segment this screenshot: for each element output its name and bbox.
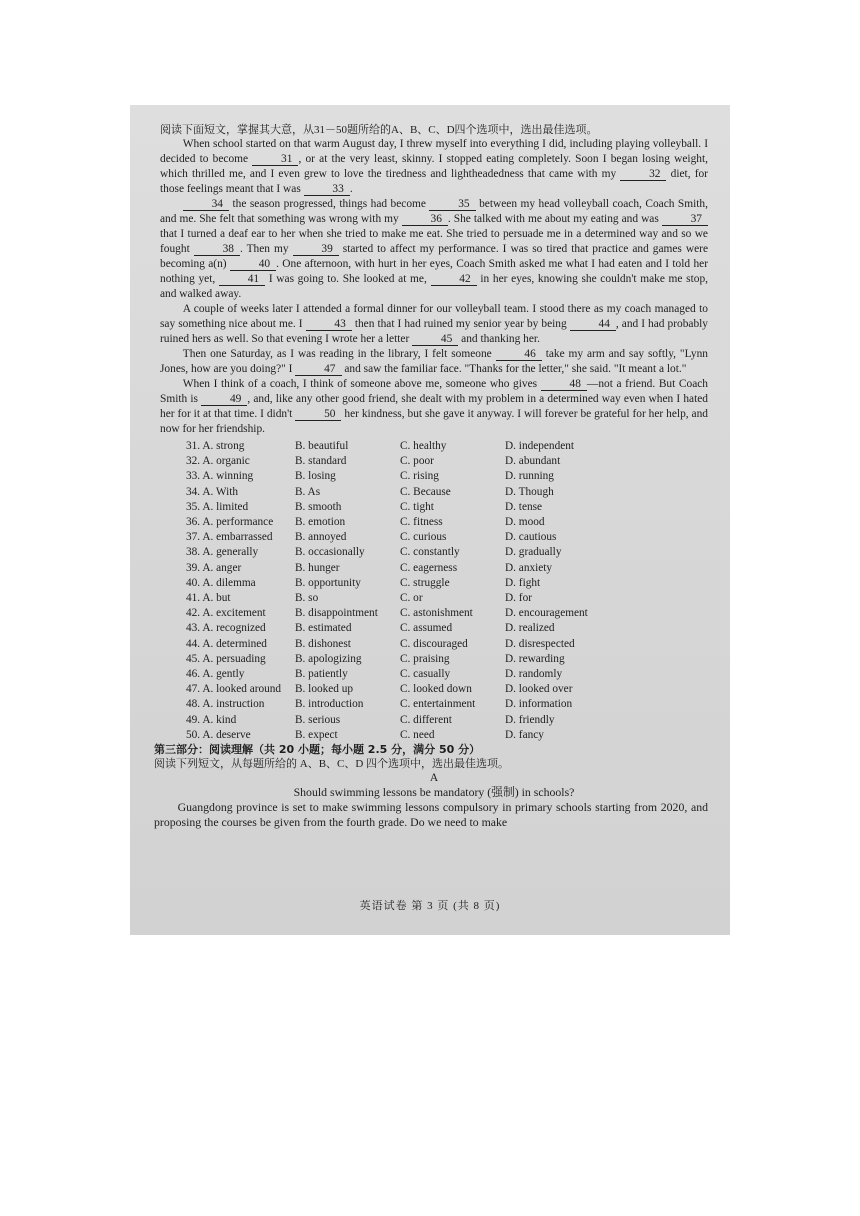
option-a: 31. A. strong xyxy=(186,440,245,452)
option-a: 36. A. performance xyxy=(186,516,274,529)
option-d: D. anxiety xyxy=(505,561,553,574)
option-row xyxy=(160,500,708,515)
option-d: D. fight xyxy=(505,576,541,589)
option-c: C. praising xyxy=(400,652,450,665)
option-c: C. fitness xyxy=(400,516,443,529)
blank-50: 50 xyxy=(295,408,341,421)
option-b: B. occasionally xyxy=(295,546,365,559)
scanned-exam-page xyxy=(130,105,730,935)
blank-40: 40 xyxy=(230,258,276,271)
option-c: C. looked down xyxy=(400,683,472,696)
option-b: B. looked up xyxy=(295,683,354,696)
option-row xyxy=(160,682,708,697)
blank-36: 36 xyxy=(402,213,448,226)
option-b: B. patiently xyxy=(295,668,348,681)
option-d: D. randomly xyxy=(505,668,563,681)
option-b: B. introduction xyxy=(295,698,364,711)
cloze-instruction: 阅读下面短文，掌握其大意，从31－50题所给的A、B、C、D四个选项中，选出最佳选项。 xyxy=(160,124,598,136)
option-a: 42. A. excitement xyxy=(186,607,266,620)
option-c: C. different xyxy=(400,713,452,726)
cloze-paragraph-4: Then one Saturday, as I was reading in the library, I felt someone 46 take my arm and say softly, "Lynn Jones, how are you doing?" I 47 and saw the familiar face. "Thanks for the letter," she said. "It meant a lot." xyxy=(160,348,708,375)
option-a: 38. A. generally xyxy=(186,546,259,559)
option-b: B. disappointment xyxy=(295,607,378,620)
option-b: B. emotion xyxy=(295,516,346,529)
option-row xyxy=(160,713,708,728)
cloze-paragraph-1: When school started on that warm August day, I threw myself into everything I did, including playing volleyball. I decided to become 31 , or at the very least, skinny. I stopped eating completely. Soon I began losing weight, which thrilled me, and I even grew to love the tiredness and lightheadedness that came with my 32 diet, for those feelings meant that I was 33 . xyxy=(160,138,708,195)
option-row xyxy=(160,652,708,667)
option-row xyxy=(160,485,708,500)
option-row xyxy=(160,530,708,545)
option-a: 33. A. winning xyxy=(186,470,254,483)
option-a: 37. A. embarrassed xyxy=(186,531,273,544)
option-c: C. casually xyxy=(400,668,451,681)
option-b: B. standard xyxy=(295,455,347,468)
option-a: 41. A. but xyxy=(186,592,231,605)
option-row xyxy=(160,469,708,484)
option-c: C. eagerness xyxy=(400,561,458,574)
option-a: 49. A. kind xyxy=(186,713,237,726)
option-b: B. smooth xyxy=(295,500,342,513)
option-c: C. entertainment xyxy=(400,698,476,711)
option-d: D. disrespected xyxy=(505,637,575,650)
option-d: D. cautious xyxy=(505,531,557,544)
passage-title: Should swimming lessons be mandatory (强制) in schools? xyxy=(293,785,575,800)
option-b: B. beautiful xyxy=(295,440,349,452)
option-c: C. constantly xyxy=(400,546,460,559)
option-c: C. or xyxy=(400,592,423,605)
part3-heading: 第三部分：阅读理解（共 20 小题；每小题 2.5 分，满分 50 分） xyxy=(154,743,481,757)
option-b: B. expect xyxy=(295,728,338,741)
option-row xyxy=(160,439,708,454)
option-row xyxy=(160,606,708,621)
blank-44: 44 xyxy=(570,318,616,331)
blank-38: 38 xyxy=(194,243,240,256)
option-d: D. mood xyxy=(505,516,545,529)
option-a: 32. A. organic xyxy=(186,455,250,468)
option-a: 34. A. With xyxy=(186,485,239,498)
option-c: C. healthy xyxy=(400,440,447,452)
blank-35: 35 xyxy=(429,198,475,211)
option-row xyxy=(160,697,708,712)
option-a: 48. A. instruction xyxy=(186,698,265,711)
option-c: C. rising xyxy=(400,470,439,483)
option-d: D. encouragement xyxy=(505,607,588,620)
option-a: 40. A. dilemma xyxy=(186,576,256,589)
option-row xyxy=(160,591,708,606)
option-c: C. poor xyxy=(400,455,434,468)
option-a: 43. A. recognized xyxy=(186,622,266,635)
blank-45: 45 xyxy=(412,333,458,346)
option-b: B. dishonest xyxy=(295,637,351,650)
option-row xyxy=(160,454,708,469)
option-row xyxy=(160,515,708,530)
option-b: B. losing xyxy=(295,470,336,483)
blank-43: 43 xyxy=(306,318,352,331)
option-c: C. Because xyxy=(400,485,451,498)
option-a: 46. A. gently xyxy=(186,668,245,681)
option-d: D. realized xyxy=(505,622,555,635)
option-b: B. opportunity xyxy=(295,576,361,589)
option-b: B. hunger xyxy=(295,561,340,574)
option-d: D. fancy xyxy=(505,728,544,741)
option-d: D. tense xyxy=(505,500,543,513)
option-b: B. serious xyxy=(295,713,341,726)
option-d: D. information xyxy=(505,698,573,711)
blank-42: 42 xyxy=(431,273,477,286)
option-b: B. As xyxy=(295,485,321,498)
option-d: D. looked over xyxy=(505,683,573,696)
option-a: 44. A. determined xyxy=(186,637,267,650)
cloze-paragraph-5: When I think of a coach, I think of someone above me, someone who gives 48 —not a friend. But Coach Smith is 49 , and, like any other good friend, she dealt with my problem in a determined way even when I hated her for it at that time. I didn't 50 her kindness, but she gave it anyway. I will forever be grateful for her help, and now for her friendship. xyxy=(160,378,708,435)
blank-48: 48 xyxy=(541,378,587,391)
option-b: B. estimated xyxy=(295,622,352,635)
option-b: B. so xyxy=(295,592,319,605)
blank-49: 49 xyxy=(201,393,247,406)
blank-31: 31 xyxy=(252,153,298,166)
option-row xyxy=(160,667,708,682)
option-row xyxy=(160,576,708,591)
option-c: C. assumed xyxy=(400,622,453,635)
option-a: 45. A. persuading xyxy=(186,652,266,665)
blank-32: 32 xyxy=(620,168,666,181)
blank-39: 39 xyxy=(293,243,339,256)
option-c: C. astonishment xyxy=(400,607,473,620)
option-c: C. tight xyxy=(400,500,434,513)
blank-46: 46 xyxy=(496,348,542,361)
cloze-paragraph-3: A couple of weeks later I attended a formal dinner for our volleyball team. I stood there as my coach managed to say something nice about me. I 43 then that I had ruined my senior year by being 44 , and I had probably ruined hers as well. So that evening I wrote her a letter 45 and thanking her. xyxy=(160,303,708,345)
option-b: B. annoyed xyxy=(295,531,347,544)
option-a: 47. A. looked around xyxy=(186,683,282,696)
option-d: D. for xyxy=(505,592,532,605)
part3-instruction: 阅读下列短文，从每题所给的 A、B、C、D 四个选项中，选出最佳选项。 xyxy=(154,758,510,771)
option-d: D. friendly xyxy=(505,713,555,726)
option-a: 39. A. anger xyxy=(186,561,242,574)
blank-47: 47 xyxy=(295,363,341,376)
option-row xyxy=(160,545,708,560)
option-row xyxy=(160,561,708,576)
option-d: D. Though xyxy=(505,485,554,498)
option-d: D. running xyxy=(505,470,554,483)
option-a: 50. A. deserve xyxy=(186,728,251,741)
option-c: C. discouraged xyxy=(400,637,468,650)
answer-options-list xyxy=(160,439,708,743)
blank-34: 34 xyxy=(183,198,229,211)
cloze-paragraph-2: 34 the season progressed, things had become 35 between my head volleyball coach, Coach Smith, and me. She felt that something was wrong with my 36 . She talked with me about my eating and was 37 that I turned a deaf ear to her when she tried to make me eat. She tried to persuade me in a determined way and so we fought 38 . Then my 39 started to affect my performance. I was so tired that practice and games were becoming a(n) 40 . One afternoon, with hurt in her eyes, Coach Smith asked me what I had eaten and I told her nothing yet, 41 I was going to. She looked at me, 42 in her eyes, knowing she couldn't make me stop, and walked away. xyxy=(160,198,709,300)
option-b: B. apologizing xyxy=(295,652,362,665)
option-row xyxy=(160,728,708,743)
passage-letter: A xyxy=(429,772,439,785)
passage-text: Guangdong province is set to make swimming lessons compulsory in primary schools starting from 2020, and proposing the courses be given from the fourth grade. Do we need to make xyxy=(154,800,708,830)
option-row xyxy=(160,621,708,636)
blank-37: 37 xyxy=(662,213,708,226)
option-d: D. abundant xyxy=(505,455,561,468)
option-d: D. gradually xyxy=(505,546,562,559)
option-row xyxy=(160,637,708,652)
option-c: C. curious xyxy=(400,531,447,544)
option-a: 35. A. limited xyxy=(186,500,249,513)
option-c: C. struggle xyxy=(400,576,450,589)
blank-33: 33 xyxy=(304,183,350,196)
option-c: C. need xyxy=(400,728,435,741)
blank-41: 41 xyxy=(219,273,265,286)
option-d: D. rewarding xyxy=(505,652,565,665)
option-d: D. independent xyxy=(505,440,575,452)
page-footer: 英语试卷 第 3 页 (共 8 页) xyxy=(359,900,501,912)
